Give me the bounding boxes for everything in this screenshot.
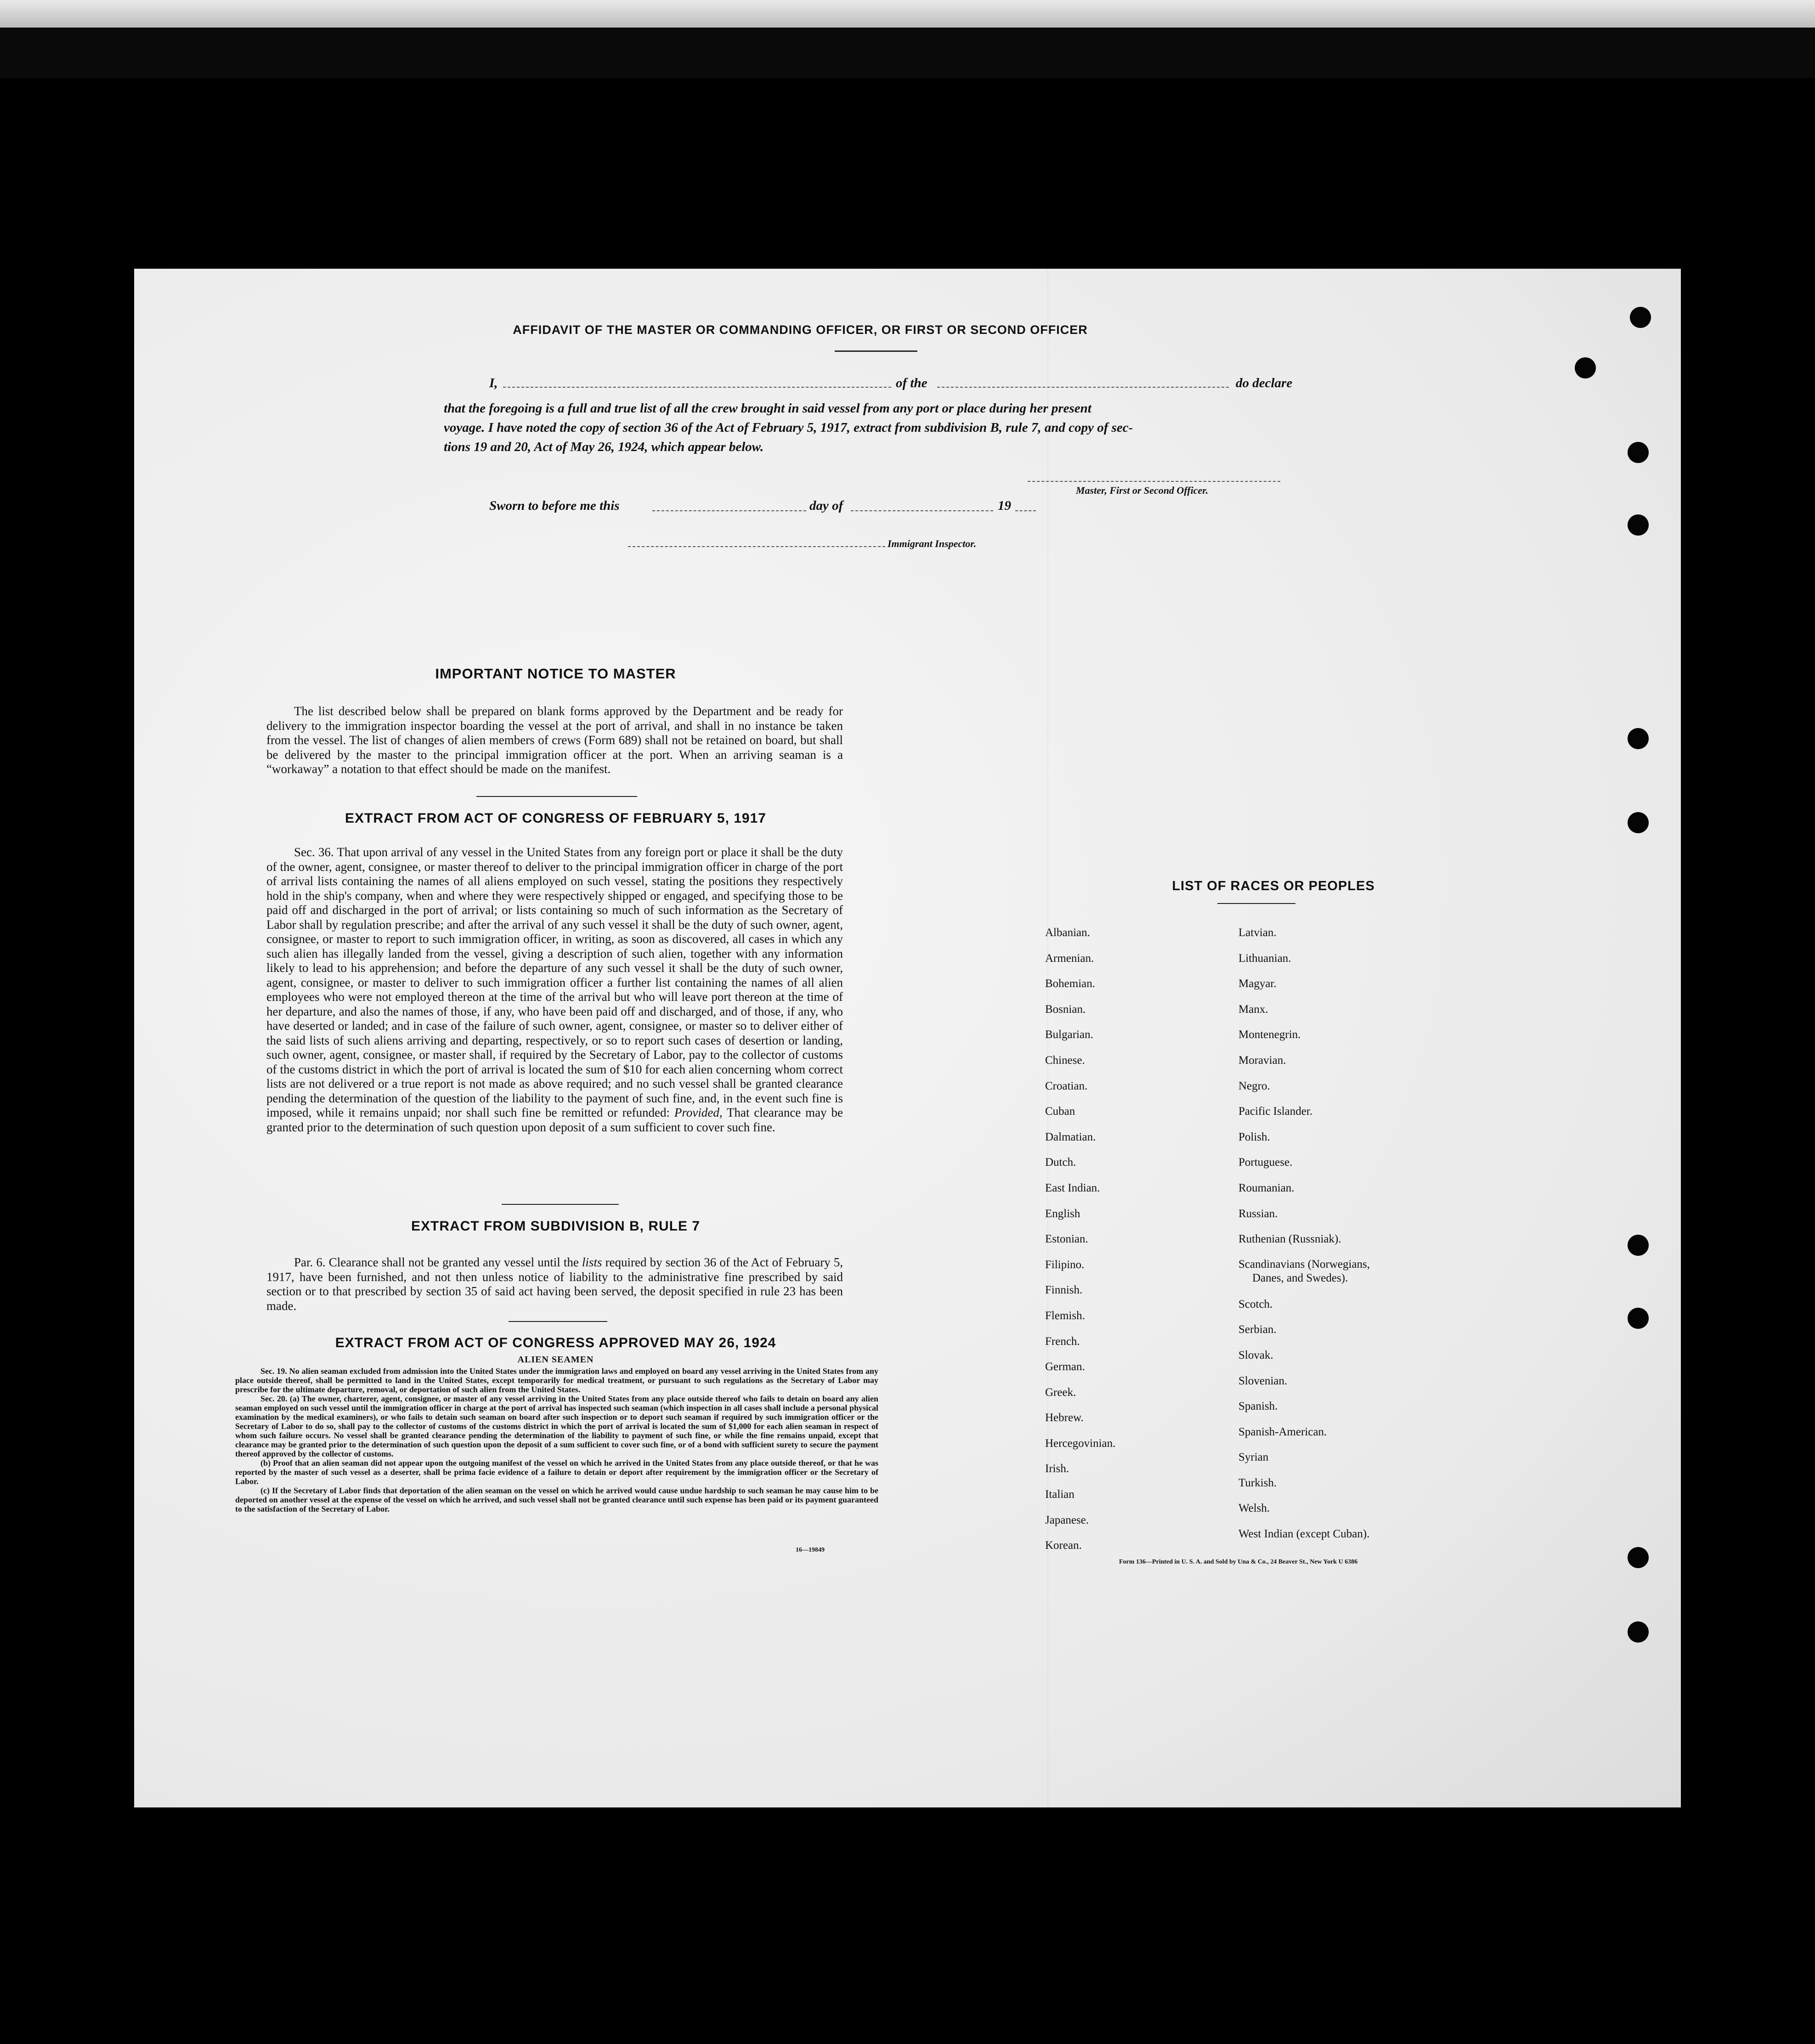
affidavit-title: AFFIDAVIT OF THE MASTER OR COMMANDING OFFICER, OR FIRST OR SECOND OFFICER xyxy=(513,323,1088,337)
rule7-text-b: required by section 36 of the Act of February 5, 1917, have been furnished, and not then unless notice of liability to the administrative fine prescribed by said section or to that prescribed by section 35 of said act having been served, the deposit specified in rule 23 has been made. xyxy=(266,1255,843,1313)
race-item: English xyxy=(1045,1207,1080,1220)
race-item: Moravian. xyxy=(1238,1054,1286,1067)
race-item: Roumanian. xyxy=(1238,1181,1295,1194)
race-item: West Indian (except Cuban). xyxy=(1238,1528,1370,1541)
punch-hole xyxy=(1628,728,1649,749)
punch-hole xyxy=(1575,357,1596,378)
sec-36-label: Sec. 36. xyxy=(294,845,334,859)
race-item: Bohemian. xyxy=(1045,977,1096,990)
notice-text: The list described below shall be prepared on blank forms approved by the Department and be ready for delivery to the immigration inspector boarding the vessel at the port of arrival, and shall in no instance be taken from the vessel. The list of changes of alien members of crews (Form 689) shall not be retained on board, but shall be delivered by the master to the principal immigration officer at the port. When an arriving seaman is a “workaway” a notation to that effect should be made on the manifest. xyxy=(266,704,843,776)
rule7-text xyxy=(266,1255,843,1313)
race-item: Cuban xyxy=(1045,1105,1075,1118)
affidavit-do-declare: do declare xyxy=(1236,376,1293,390)
race-item: French. xyxy=(1045,1335,1080,1348)
race-item: Negro. xyxy=(1238,1079,1270,1092)
race-item: Italian xyxy=(1045,1488,1074,1501)
race-item: Latvian. xyxy=(1238,926,1277,939)
punch-hole xyxy=(1628,514,1649,536)
affidavit-line-4: tions 19 and 20, Act of May 26, 1924, which appear below. xyxy=(444,440,764,454)
race-item: German. xyxy=(1045,1361,1085,1373)
race-item: Korean. xyxy=(1045,1539,1082,1552)
name-blank xyxy=(503,387,891,388)
year-text: 19 xyxy=(998,498,1011,513)
races-rule xyxy=(1217,903,1295,904)
extract-1924-title: EXTRACT FROM ACT OF CONGRESS APPROVED MAY 26, 1924 xyxy=(335,1335,776,1350)
race-item: Albanian. xyxy=(1045,926,1090,939)
race-item: Scotch. xyxy=(1238,1298,1273,1310)
inspector-blank xyxy=(628,546,885,547)
race-item: Flemish. xyxy=(1045,1309,1085,1322)
sec-20b-text: (b) Proof that an alien seaman did not appear upon the outgoing manifest of the vessel on which he arrived in the United States from any place outside thereof, or that he was reported by the master of such vessel as a deserter, shall be prima facie evidence of a failure to detain or deport after requirement by the immigration officer or the Secretary of Labor. xyxy=(235,1458,878,1486)
race-item: Slovenian. xyxy=(1238,1374,1288,1387)
signature-blank xyxy=(1028,481,1280,482)
affidavit-line-1 xyxy=(489,376,1298,392)
race-item: Finnish. xyxy=(1045,1284,1083,1297)
rule7-title: EXTRACT FROM SUBDIVISION B, RULE 7 xyxy=(411,1219,701,1234)
extract-1917-title: EXTRACT FROM ACT OF CONGRESS OF FEBRUARY 5, 1917 xyxy=(345,811,766,826)
day-blank xyxy=(652,510,806,511)
printing-code: 16—19849 xyxy=(796,1547,825,1553)
race-item: Manx. xyxy=(1238,1003,1268,1016)
race-item: Estonian. xyxy=(1045,1233,1088,1246)
punch-hole xyxy=(1630,307,1651,328)
race-item: Montenegrin. xyxy=(1238,1028,1301,1041)
sec-19-text: Sec. 19. No alien seaman excluded from admission into the United States under the immigration laws and employed on board any vessel arriving in the United States from any place outside thereof, shall be permitted to land in the United States, except temporarily for medical treatment, or pursuant to such regulations as the Secretary of Labor may prescribe for the ultimate departure, removal, or deportation of such alien from the United States. xyxy=(235,1366,878,1394)
race-item: Hebrew. xyxy=(1045,1412,1084,1424)
sworn-text: Sworn to before me this xyxy=(489,498,620,513)
sworn-line xyxy=(489,498,1086,517)
race-item: Welsh. xyxy=(1238,1502,1270,1515)
affidavit-of-the: of the xyxy=(896,376,927,390)
races-right-list xyxy=(1238,920,1468,1547)
race-item: Croatian. xyxy=(1045,1079,1088,1092)
race-item: Dalmatian. xyxy=(1045,1130,1096,1143)
month-blank xyxy=(851,510,993,511)
affidavit-i: I, xyxy=(489,376,498,390)
document-page xyxy=(134,269,1681,1807)
sec-20a-text: Sec. 20. (a) The owner, charterer, agent, consignee, or master of any vessel arriving in the United States from any place outside thereof who fails to detain on board any alien seaman employed on such vessel until the immigration officer in charge at the port of arrival has inspected such seaman (which inspection in all cases shall include a personal physical examination by the medical examiners), or who fails to detain such seaman on board after such inspection or to deport such seaman if required by such immigration officer or the Secretary of Labor to do so, shall pay to the collector of customs of the customs district in which the port of arrival is located the sum of $1,000 for each alien seaman in respect of whom such failure occurs. No vessel shall be granted clearance pending the determination of the liability to payment of such fine, or while the fine remains unpaid, except that clearance may be granted prior to the determination of such question upon the deposit of a sum sufficient to cover such fine, or of a bond with sufficient surety to secure the payment thereof approved by the collector of customs. xyxy=(235,1394,878,1458)
sec-36-text: That upon arrival of any vessel in the United States from any foreign port or place it shall be the duty of the owner, agent, consignee, or master thereof to deliver to the principal immigration officer in charge of the port of arrival lists containing the names of all aliens employed on such vessel, stating the positions they respectively hold in the ship's company, when and where they were respectively shipped or engaged, and specifying those to be paid off and discharged in the port of arrival; or lists containing so much of such information as the Secretary of Labor shall by regulation prescribe; and after the arrival of any such vessel it shall be the duty of such owner, agent, consignee, or master to report to such immigration officer, in writing, as soon as discovered, all cases in which any such alien has illegally landed from the vessel, giving a description of such alien, together with any information likely to lead to his apprehension; and before the departure of any such vessel it shall be the duty of such owner, agent, consignee, or master to deliver to such immigration officer a further list containing the names of all alien employees who were not employed thereon at the time of the arrival but who will leave port thereon at the time of her departure, and also the names of those, if any, who have been paid off and discharged, and of those, if any, who have deserted or landed; and in case of the failure of such owner, agent, consignee, or master so to deliver either of the said lists of such aliens arriving and departing, respectively, or so to report such cases of desertion or landing, such owner, agent, consignee, or master shall, if required by the Secretary of Labor, pay to the collector of customs of the customs district in which the port of arrival is located the sum of $10 for each alien concerning whom correct lists are not delivered or a true report is not made as above required; and no such vessel shall be granted clearance pending the determination of the question of the liability to the payment of such fine, and, in the event such fine is imposed, while it remains unpaid; nor shall such fine be remitted or refunded: xyxy=(266,845,843,1119)
extract-1924-text xyxy=(235,1366,878,1513)
race-item: Ruthenian (Russniak). xyxy=(1238,1233,1341,1246)
alien-seamen-subtitle: ALIEN SEAMEN xyxy=(517,1355,594,1365)
race-item: Bulgarian. xyxy=(1045,1028,1093,1041)
inspector-label: Immigrant Inspector. xyxy=(888,538,977,549)
race-item: Slovak. xyxy=(1238,1349,1273,1361)
race-item: Lithuanian. xyxy=(1238,952,1291,965)
lists-word: lists xyxy=(582,1255,602,1269)
race-item: Spanish. xyxy=(1238,1400,1278,1413)
race-item: Danes, and Swedes). xyxy=(1252,1271,1348,1284)
race-item: Spanish-American. xyxy=(1238,1425,1327,1438)
vessel-blank xyxy=(937,387,1229,388)
race-item: Turkish. xyxy=(1238,1476,1277,1489)
race-item: Greek. xyxy=(1045,1386,1076,1399)
rule7-rule xyxy=(509,1321,607,1322)
punch-hole xyxy=(1628,1621,1649,1643)
punch-hole xyxy=(1628,442,1649,463)
par-6-label: Par. 6. xyxy=(294,1255,326,1269)
affidavit-title-rule xyxy=(835,350,917,352)
notice-title: IMPORTANT NOTICE TO MASTER xyxy=(435,666,676,682)
extract-1917-text xyxy=(266,845,843,1135)
race-item: Magyar. xyxy=(1238,977,1277,990)
race-item: Serbian. xyxy=(1238,1323,1277,1336)
provided-word: Provided, xyxy=(674,1106,723,1119)
race-item: Portuguese. xyxy=(1238,1156,1293,1169)
race-item: Irish. xyxy=(1045,1462,1069,1475)
extract-1917-rule xyxy=(502,1204,619,1205)
race-item: Bosnian. xyxy=(1045,1003,1086,1016)
races-title: LIST OF RACES OR PEOPLES xyxy=(1172,879,1375,893)
proviso-text: That clearance may be granted prior to the determination of such question upon deposit of a sum sufficient to cover such fine. xyxy=(266,1106,843,1134)
race-item: Polish. xyxy=(1238,1130,1270,1143)
affidavit-body xyxy=(444,399,1298,457)
day-of-text: day of xyxy=(809,498,843,513)
signature-label: Master, First or Second Officer. xyxy=(1076,485,1209,496)
punch-hole xyxy=(1628,1308,1649,1329)
race-item: Scandinavians (Norwegians, xyxy=(1238,1258,1370,1270)
affidavit-line-2: that the foregoing is a full and true list of all the crew brought in said vessel from any port or place during her present xyxy=(444,401,1091,416)
race-item: Syrian xyxy=(1238,1451,1269,1464)
punch-hole xyxy=(1628,812,1649,833)
year-blank xyxy=(1015,510,1036,511)
form-footer: Form 136—Printed in U. S. A. and Sold by Una & Co., 24 Beaver St., New York U 6386 xyxy=(1119,1558,1358,1565)
race-item: Armenian. xyxy=(1045,952,1094,965)
race-item: Dutch. xyxy=(1045,1156,1076,1169)
race-item: Pacific Islander. xyxy=(1238,1105,1313,1118)
punch-hole xyxy=(1628,1547,1649,1568)
race-item: East Indian. xyxy=(1045,1181,1100,1194)
punch-hole xyxy=(1628,1235,1649,1256)
affidavit-line-3: voyage. I have noted the copy of section 36 of the Act of February 5, 1917, extract from subdivision B, rule 7, and copy of sec- xyxy=(444,420,1133,435)
race-item: Russian. xyxy=(1238,1207,1278,1220)
race-item: Filipino. xyxy=(1045,1258,1085,1271)
race-item: Chinese. xyxy=(1045,1054,1085,1067)
notice-rule xyxy=(476,796,637,797)
film-dark-band xyxy=(0,28,1815,78)
rule7-text-a: Clearance shall not be granted any vessel until the xyxy=(328,1255,579,1269)
races-left-list xyxy=(1045,920,1229,1558)
race-item: Japanese. xyxy=(1045,1513,1089,1526)
film-top-band xyxy=(0,0,1815,28)
race-item: Hercegovinian. xyxy=(1045,1437,1116,1450)
sec-20c-text: (c) If the Secretary of Labor finds that deportation of the alien seaman on the vessel on which he arrived would cause undue hardship to such seaman he may cause him to be deported on another vessel at the expense of the vessel on which he arrived, and such vessel shall not be granted clearance until such expense has been paid or its payment guaranteed to the satisfaction of the Secretary of Labor. xyxy=(235,1486,878,1513)
